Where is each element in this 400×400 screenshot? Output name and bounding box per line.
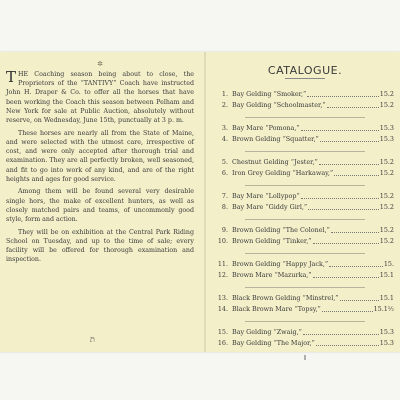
lot-row [216, 134, 394, 145]
lot-number: 13. [217, 294, 228, 302]
lot-description: Chestnut Gelding “Jester,” [232, 158, 318, 166]
leader-dots [331, 225, 379, 233]
leader-dots [316, 338, 379, 346]
lot-row [216, 123, 394, 134]
group-separator [245, 219, 365, 220]
lot-number: 8. [221, 202, 228, 211]
end-mark: ǁ [303, 355, 307, 362]
lot-description: Brown Gelding “Squatter,” [232, 134, 319, 143]
lot-description: Bay Gelding “The Major,” [232, 338, 315, 347]
lot-height: 15.2 [379, 226, 394, 234]
lot-description: Brown Gelding “Happy Jack,” [232, 260, 329, 268]
lot-row [216, 89, 394, 100]
leader-dots [322, 304, 373, 312]
lot-number: 15. [217, 328, 228, 336]
leader-dots [313, 236, 379, 244]
lot-height: 15.2 [379, 158, 394, 166]
center-fold [204, 52, 206, 352]
lot-number: 4. [221, 134, 228, 143]
lot-height: 15. [383, 260, 394, 268]
lot-description: Black Brown Mare “Topsy,” [232, 304, 321, 313]
lot-number: 2. [221, 100, 228, 109]
lot-description: Bay Mare “Pomona,” [232, 124, 300, 132]
lot-row [216, 338, 394, 349]
lot-number: 9. [221, 226, 228, 234]
group-separator [245, 151, 365, 152]
lot-number: 1. [221, 90, 228, 98]
lot-height: 15.2 [379, 90, 394, 98]
lot-description: Iron Grey Gelding “Harkaway,” [232, 168, 334, 177]
leader-dots [334, 168, 379, 176]
group-separator [245, 321, 365, 322]
lot-height: 15.3 [379, 134, 394, 143]
lot-group [216, 287, 394, 314]
lot-height: 15.2 [379, 100, 394, 109]
leader-dots [329, 259, 383, 267]
intro-paragraph [6, 70, 194, 125]
lot-group [216, 185, 394, 212]
lot-group [216, 321, 394, 348]
lot-row [216, 327, 394, 338]
lot-description: Brown Gelding “The Colonel,” [232, 226, 330, 234]
lot-description: Bay Mare “Lollypop” [232, 192, 300, 200]
lot-number: 10. [217, 236, 228, 245]
group-separator [245, 253, 365, 254]
leader-dots [301, 191, 379, 199]
lot-row [216, 225, 394, 236]
lot-row [216, 100, 394, 111]
lot-description: Brown Gelding “Tinker,” [232, 236, 312, 245]
lot-description: Brown Mare “Mazurka,” [232, 270, 312, 279]
lot-number: 16. [217, 338, 228, 347]
lot-description: Bay Mare “Giddy Girl,” [232, 202, 308, 211]
leader-dots [320, 134, 379, 142]
lot-description: Bay Gelding “Zwaig,” [232, 328, 302, 336]
leader-dots [303, 327, 379, 335]
lot-number: 14. [217, 304, 228, 313]
lot-height: 15.2 [379, 202, 394, 211]
lot-row [216, 202, 394, 213]
lot-height: 15.2 [379, 168, 394, 177]
lot-description: Bay Gelding “Smoker,” [232, 90, 307, 98]
foot-mark: ת [90, 334, 95, 344]
group-separator [245, 287, 365, 288]
lot-group [216, 253, 394, 280]
leader-dots [313, 270, 379, 278]
catalogue-list [216, 89, 394, 348]
lot-number: 6. [221, 168, 228, 177]
lot-height: 15.1½ [373, 304, 394, 313]
ornament-icon: ✲ [97, 60, 103, 68]
lot-height: 15.3 [379, 328, 394, 336]
lot-height: 15.1 [379, 294, 394, 302]
leader-dots [308, 202, 379, 210]
booklet-spread [0, 52, 400, 362]
lot-number: 5. [221, 158, 228, 166]
intro-text: HE Coaching season being about to close, the Proprietors of the “TANTIVY” Coach have instructed John H. Draper & Co. to offer all the horses that have been working the Coach this season between Pelham and New York for sale at Public Auction, absolutely without reserve, on Wednesday, June 15th, punctually at 3 p. m. [6, 71, 194, 125]
left-page [6, 60, 194, 344]
paragraph-horses-origin: These horses are nearly all from the State of Maine, and were selected with the utmost care, irrespective of cost, and were only accepted after thorough trial and examination. They are all perfectly broken, well seasoned, and fit to go into work of any kind, and are of the right heights and ages for good service. [6, 129, 194, 183]
lot-group [216, 117, 394, 144]
group-separator [245, 185, 365, 186]
catalogue-title: CATALOGUE. [267, 64, 343, 77]
lot-group [216, 219, 394, 246]
lot-description: Bay Gelding “Schoolmaster,” [232, 100, 326, 109]
lot-row [216, 191, 394, 202]
group-separator [245, 117, 365, 118]
lot-height: 15.1 [379, 270, 394, 279]
lot-row [216, 270, 394, 281]
lot-height: 15.2 [379, 192, 394, 200]
title-rule [285, 78, 325, 79]
leader-dots [307, 89, 378, 97]
lot-group [216, 151, 394, 178]
lot-row [216, 236, 394, 247]
lot-number: 12. [217, 270, 228, 279]
leader-dots [301, 123, 379, 131]
lot-group [216, 89, 394, 110]
lot-height: 15.3 [379, 124, 394, 132]
lot-row [216, 168, 394, 179]
lot-row [216, 157, 394, 168]
paragraph-horses-types: Among them will be found several very desirable single hors, the make of excellent hunters, as well as closely matched pairs and teams, of uncommonly good style, form and action. [6, 188, 194, 224]
lot-row [216, 304, 394, 315]
lot-number: 3. [221, 124, 228, 132]
drop-cap: T [6, 68, 17, 86]
lot-number: 11. [217, 260, 228, 268]
leader-dots [319, 157, 379, 165]
lot-row [216, 259, 394, 270]
right-page [216, 60, 394, 362]
lot-number: 7. [221, 192, 228, 200]
paragraph-exhibition: They will be on exhibition at the Central Park Riding School on Tuesday, and up to the time of sale; every facility will be offered for thorough examination and inspection. [6, 228, 194, 264]
lot-height: 15.2 [379, 236, 394, 245]
leader-dots [340, 293, 379, 301]
lot-height: 15.3 [379, 338, 394, 347]
lot-description: Black Brown Gelding “Minstrel,” [232, 294, 339, 302]
leader-dots [327, 100, 379, 108]
lot-row [216, 293, 394, 304]
